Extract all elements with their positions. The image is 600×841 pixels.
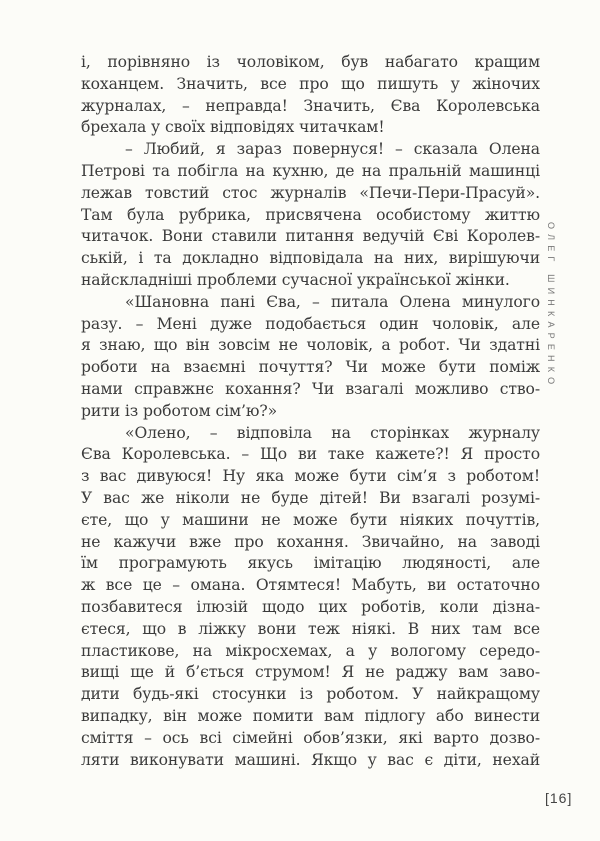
page-number: [16] [545,790,573,806]
text-line: єте, що у машини не може бути ніяких почуттів, [81,510,540,529]
text-line: ж все це – омана. Отямтеся! Мабуть, ви остаточно [81,576,540,595]
text-line: нами справжнє кохання? Чи взагалі можливо ство- [81,379,540,398]
text-line: ській, і та докладно відповідала на них, вирішуючи [81,249,540,268]
paragraph [81,52,540,139]
text-line: і, порівняно із чоловіком, був набагато кращим [81,53,540,71]
running-head-author: ОЛЕГ ШИНКАРЕНКО [546,222,556,390]
text-line: читачок. Вони ставили питання ведучій Єві Королев- [81,227,540,246]
paragraph [81,423,540,772]
text-line: – Любий, я зараз повернуся! – сказала Олена [125,140,540,159]
text-line: Єва Королевська. – Що ви таке кажете?! Я просто [81,445,540,464]
text-line: лежав товстий стос журналів «Печи-Пери-Прасуй». [81,183,540,202]
text-line: я знаю, що він зовсім не чоловік, а робот. Чи здатні [81,336,540,355]
text-line: разу. – Мені дуже подобається один чоловік, але [81,314,540,333]
text-line: пластикове, на мікросхемах, а у вологому середо- [81,641,540,660]
text-line: рити із роботом сім’ю?» [81,401,278,420]
text-line: коханцем. Значить, все про що пишуть у жіночих [81,74,540,93]
text-line: роботи на взаємні почуття? Чи може бути поміж [81,358,540,377]
text-line: сміття – ось всі сімейні обов’язки, які варто дозво- [81,728,540,747]
text-line: брехала у своїх відповідях читачкам! [81,118,385,137]
text-line: найскладніші проблеми сучасної української жінки. [81,270,510,289]
text-line: випадку, він може помити вам підлогу або винести [81,706,540,725]
text-line: вищі ще й б’ється струмом! Я не раджу вам заво- [81,663,540,682]
text-line: їм програмують якусь імітацію людяності, але [81,554,540,573]
text-line: дити будь-які стосунки із роботом. У найкращому [81,685,540,704]
text-line: Там була рубрика, присвячена особистому життю [81,205,540,224]
text-line: позбавитеся ілюзій щодо цих роботів, коли дізна- [81,597,540,616]
paragraph [81,139,540,292]
text-line: не кажучи вже про кохання. Звичайно, на заводі [81,532,540,551]
text-line: єтеся, що в ліжку вони теж ніякі. В них там все [81,619,540,638]
text-line: журналах, – неправда! Значить, Єва Королевська [81,96,540,115]
text-line: «Олено, – відповіла на сторінках журналу [125,423,540,442]
text-line: з вас дивуюся! Ну яка може бути сім’я з роботом! [81,467,540,486]
paragraph [81,292,540,423]
body-text [81,52,540,771]
text-line: Петрові та побігла на кухню, де на пральній машинці [81,161,540,180]
text-line: ляти виконувати машині. Якщо у вас є діти, нехай [81,750,540,769]
text-line: У вас же ніколи не буде дітей! Ви взагалі розумі- [81,488,540,507]
text-line: «Шановна пані Єва, – питала Олена минулого [125,292,540,311]
